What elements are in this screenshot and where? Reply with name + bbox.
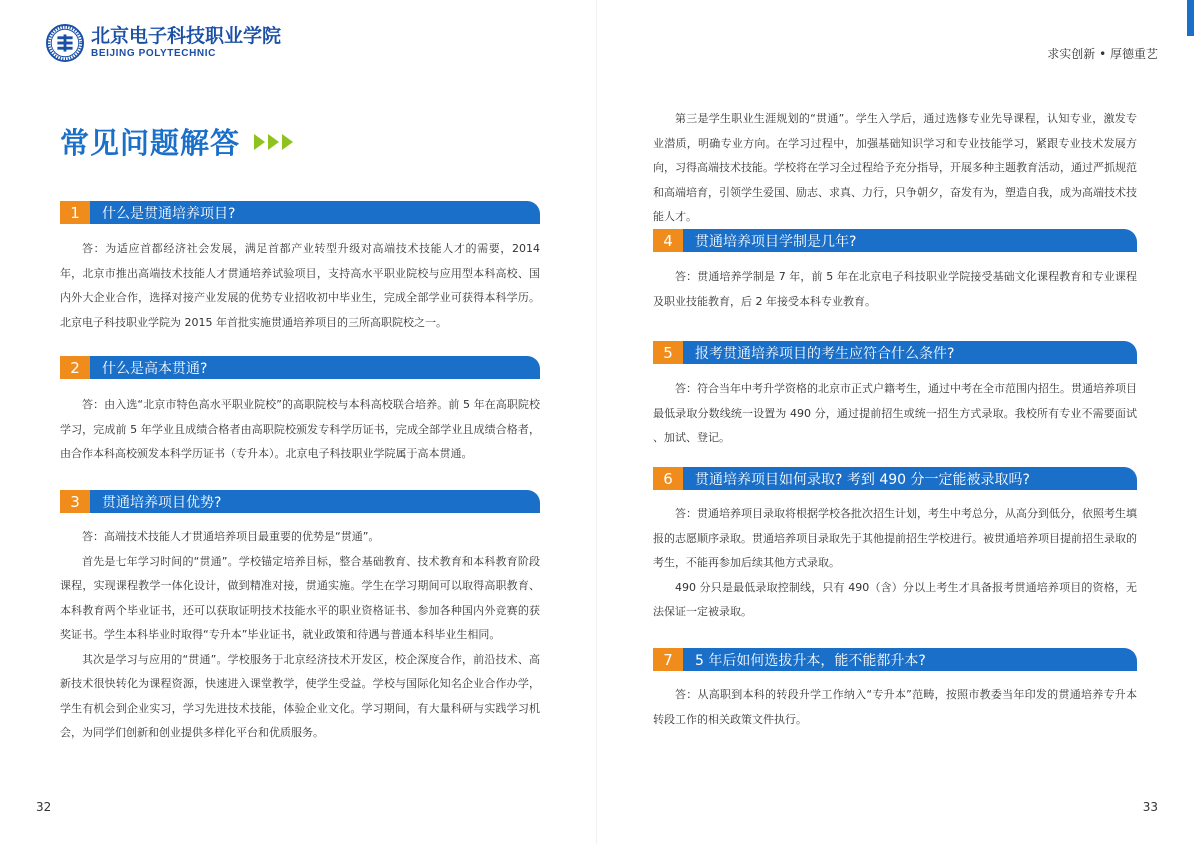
question-header-1 xyxy=(60,201,540,224)
question-number: 5 xyxy=(653,341,683,364)
page-number-right: 33 xyxy=(1142,800,1158,814)
school-name-en: BEIJING POLYTECHNIC xyxy=(91,48,216,59)
question-title: 什么是贯通培养项目? xyxy=(90,201,540,224)
answer-1 xyxy=(60,237,540,335)
answer-6 xyxy=(653,502,1137,625)
question-title: 什么是高本贯通? xyxy=(90,356,540,379)
right-page xyxy=(597,0,1194,844)
section-title xyxy=(60,121,296,162)
question-header-2 xyxy=(60,356,540,379)
question-title: 报考贯通培养项目的考生应符合什么条件? xyxy=(683,341,1137,364)
question-number: 7 xyxy=(653,648,683,671)
answer-7 xyxy=(653,683,1137,732)
answer-paragraph: 答：为适应首都经济社会发展，满足首都产业转型升级对高端技术技能人才的需要，2014 年，北京市推出高端技术技能人才贯通培养试验项目，支持高水平职业院校与应用型本科高校、国内外大企业合作，选择对接产业发展的优势专业招收初中毕业生，完成全部学业可获得本科学历。北京电子科技职业学院为 2015 年首批实施贯通培养项目的三所高职院校之一。 xyxy=(60,242,540,329)
answer-paragraph: 答：贯通培养项目录取将根据学校各批次招生计划，考生中考总分，从高分到低分，依照考生填报的志愿顺序录取。贯通培养项目录取先于其他提前招生学校进行。被贯通培养项目提前招生录取的考生，不能再参加后续其他方式录取。 xyxy=(653,507,1137,569)
question-header-5 xyxy=(653,341,1137,364)
triple-arrow-icon xyxy=(254,134,296,150)
school-motto: 求实创新 • 厚德重艺 xyxy=(1047,47,1158,61)
answer-paragraph: 其次是学习与应用的“贯通”。学校服务于北京经济技术开发区，校企深度合作，前沿技术、高新技术很快转化为课程资源，快速进入课堂教学，使学生受益。学校与国际化知名企业合作办学，学生有机会到企业实习，学习先进技术技能，体验企业文化。学习期间，有大量科研与实践学习机会，为同学们创新和创业提供多样化平台和优质服务。 xyxy=(60,652,540,739)
question-header-4 xyxy=(653,229,1137,252)
question-title: 贯通培养项目学制是几年? xyxy=(683,229,1137,252)
edge-accent-bar xyxy=(1187,0,1194,36)
school-name-cn: 北京电子科技职业学院 xyxy=(91,25,282,47)
answer-paragraph: 答：高端技术技能人才贯通培养项目最重要的优势是“贯通”。 xyxy=(82,530,380,543)
answer-3-continued xyxy=(653,107,1137,230)
question-header-6 xyxy=(653,467,1137,490)
answer-2 xyxy=(60,393,540,467)
question-number: 1 xyxy=(60,201,90,224)
question-number: 6 xyxy=(653,467,683,490)
answer-paragraph: 答：由入选“北京市特色高水平职业院校”的高职院校与本科高校联合培养。前 5 年在高职院校学习，完成前 5 年学业且成绩合格者由高职院校颁发专科学历证书，完成全部学业且成绩合格者，由合作本科高校颁发本科学历证书（专升本）。北京电子科技职业学院属于高本贯通。 xyxy=(60,398,540,460)
answer-4 xyxy=(653,265,1137,314)
school-seal-icon xyxy=(46,24,84,62)
answer-paragraph: 答：符合当年中考升学资格的北京市正式户籍考生，通过中考在全市范围内招生。贯通培养项目最低录取分数线统一设置为 490 分，通过提前招生或统一招生方式录取。我校所有专业不需要面试 、加试、登记。 xyxy=(653,382,1137,444)
answer-3 xyxy=(60,525,540,746)
question-title: 贯通培养项目优势? xyxy=(90,490,540,513)
answer-paragraph: 答：贯通培养学制是 7 年，前 5 年在北京电子科技职业学院接受基础文化课程教育和专业课程及职业技能教育，后 2 年接受本科专业教育。 xyxy=(653,270,1137,308)
question-number: 2 xyxy=(60,356,90,379)
answer-paragraph: 第三是学生职业生涯规划的“贯通”。学生入学后，通过选修专业先导课程，认知专业，激发专业潜质，明确专业方向。在学习过程中，加强基础知识学习和专业技能学习，紧跟专业技术发展方向，习得高端技术技能。学校将在学习全过程给予充分指导，开展多种主题教育活动，通过严抓规范和高端培育，引领学生爱国、励志、求真、力行，只争朝夕，奋发有为，塑造自我，成为高端技术技能人才。 xyxy=(653,112,1137,223)
answer-5 xyxy=(653,377,1137,451)
answer-paragraph: 490 分只是最低录取控制线，只有 490（含）分以上考生才具备报考贯通培养项目的资格，无法保证一定被录取。 xyxy=(653,580,1137,618)
school-logo xyxy=(46,24,281,62)
question-header-3 xyxy=(60,490,540,513)
page-number-left: 32 xyxy=(36,800,52,814)
question-title: 5 年后如何选拔升本，能不能都升本? xyxy=(683,648,1137,671)
answer-paragraph: 答：从高职到本科的转段升学工作纳入“专升本”范畴，按照市教委当年印发的贯通培养专升本转段工作的相关政策文件执行。 xyxy=(653,688,1137,726)
question-title: 贯通培养项目如何录取? 考到 490 分一定能被录取吗? xyxy=(683,467,1137,490)
answer-paragraph: 首先是七年学习时间的“贯通”。学校锚定培养目标，整合基础教育、技术教育和本科教育阶段课程，实现课程教学一体化设计，做到精准对接，贯通实施。学生在学习期间可以取得高职教育、本科教育两个毕业证书，还可以获取证明技术技能水平的职业资格证书、参加各种国内外竞赛的获奖证书。学生本科毕业时取得“专升本”毕业证书，就业政策和待遇与普通本科毕业生相同。 xyxy=(60,554,540,641)
question-number: 3 xyxy=(60,490,90,513)
question-header-7 xyxy=(653,648,1137,671)
question-number: 4 xyxy=(653,229,683,252)
section-title-text: 常见问题解答 xyxy=(60,126,241,160)
